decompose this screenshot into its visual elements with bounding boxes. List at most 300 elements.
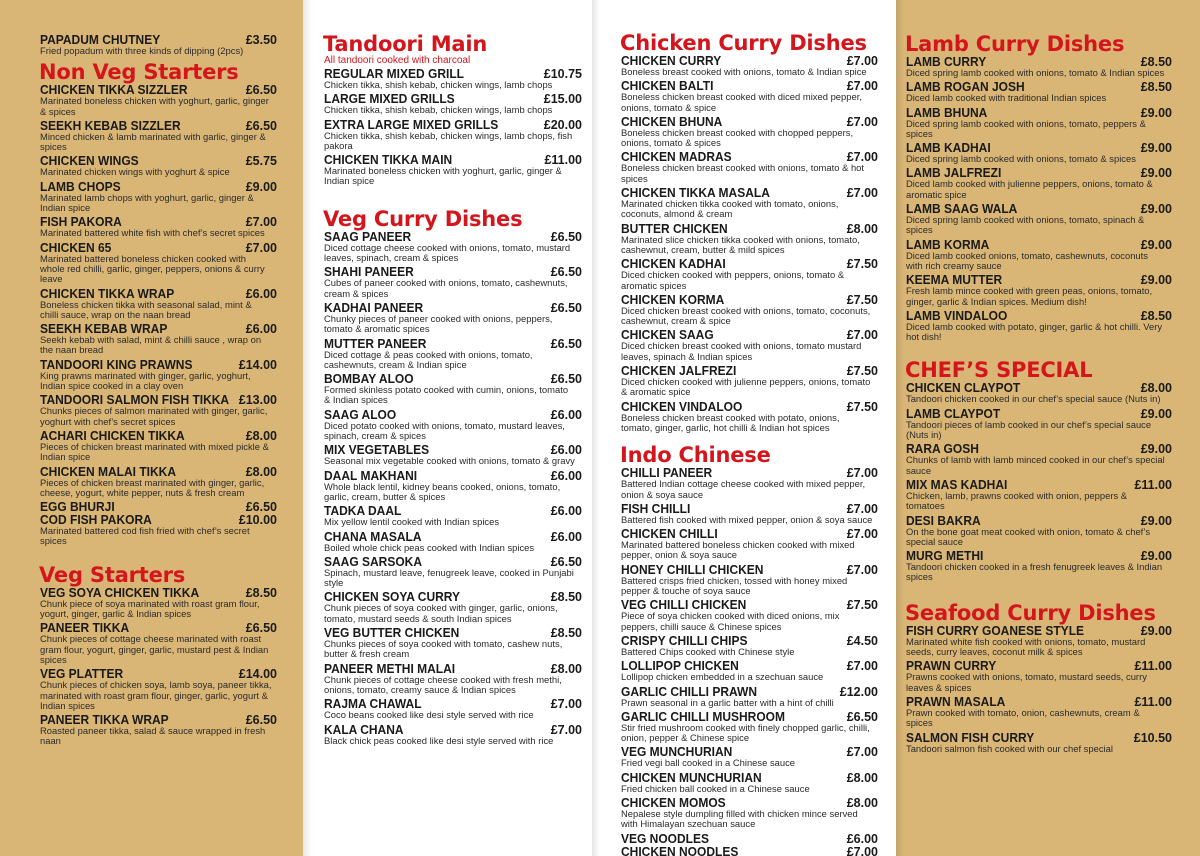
menu-item <box>324 93 582 116</box>
item-description: Tandoori chicken cooked in our chef’s special sauce (Nuts in) <box>906 394 1161 406</box>
item-name: SEEKH KEBAB WRAP <box>40 322 168 337</box>
item-price: £6.50 <box>550 265 582 280</box>
item-description: Chunks of lamb with lamb minced cooked in our chef’s special sauce <box>906 455 1165 477</box>
item-name: LAMB ROGAN JOSH <box>906 80 1025 95</box>
menu-item <box>621 564 878 598</box>
item-price: £7.00 <box>245 215 277 230</box>
item-description: Pieces of chicken breast marinated with ginger, garlic, cheese, yogurt, white pepper, nuts & fresh cream <box>40 477 265 499</box>
item-price: £7.00 <box>846 745 878 760</box>
item-name: FISH PAKORA <box>40 215 122 230</box>
menu-item-row <box>621 846 878 856</box>
item-name: LAMB KORMA <box>906 237 990 252</box>
item-price: £14.00 <box>238 357 277 372</box>
item-name: PRAWN MASALA <box>906 694 1006 709</box>
menu-item <box>906 408 1172 442</box>
item-price: £8.50 <box>550 590 582 605</box>
item-price: £14.00 <box>238 667 277 682</box>
item-name: SEEKH KEBAB SIZZLER <box>40 118 181 133</box>
item-price: £8.00 <box>245 464 277 479</box>
item-name: CHICKEN CLAYPOT <box>906 381 1021 396</box>
fold-shadow <box>896 0 904 856</box>
item-name: CHICKEN MADRAS <box>621 150 732 165</box>
item-name: LAMB KADHAI <box>906 141 991 156</box>
menu-section <box>324 33 582 188</box>
item-description: Tandoori pieces of lamb cooked in our chef’s special sauce (Nuts in) <box>906 419 1152 442</box>
item-name: CHICKEN TIKKA WRAP <box>40 286 175 301</box>
item-name: LAMB BHUNA <box>906 105 988 120</box>
item-price: £6.50 <box>550 554 582 569</box>
item-price: £11.00 <box>544 153 582 168</box>
item-description: Marinated battered boneless chicken cooked with mixed pepper, onion & soya sauce <box>621 540 855 562</box>
section-title: CHEF’S SPECIAL <box>905 358 1093 383</box>
item-price: £6.00 <box>245 286 277 301</box>
section-title: Non Veg Starters <box>39 60 239 85</box>
item-name: SAAG PANEER <box>324 229 412 244</box>
menu-item <box>324 266 582 300</box>
item-description: Chicken, lamb, prawns cooked with onion, peppers & tomatoes <box>906 490 1128 513</box>
item-price: £7.50 <box>846 257 878 272</box>
item-name: BUTTER CHICKEN <box>621 221 728 236</box>
item-description: Diced lamb cooked with traditional Indian spices <box>906 93 1107 105</box>
item-description: Chunk piece of soya marinated with roast gram flour, yogurt, ginger, garlic & Indian spices <box>40 598 260 621</box>
item-name: CHICKEN 65 <box>40 240 112 255</box>
item-price: £7.50 <box>846 598 878 613</box>
menu-item <box>324 627 582 661</box>
item-price: £6.50 <box>550 300 582 315</box>
item-name: HONEY CHILLI CHICKEN <box>621 562 764 577</box>
menu-item <box>906 382 1172 405</box>
item-price: £8.50 <box>550 626 582 641</box>
item-description: Diced lamb cooked with potato, ginger, garlic & hot chilli. Very hot dish! <box>906 321 1163 344</box>
item-description: Diced chicken breast cooked with onions, tomato, coconuts, cashewnut, cream & spice <box>621 305 871 328</box>
menu-item <box>324 556 582 590</box>
item-description: Boneless chicken breast cooked with diced mixed pepper, onions, tomato & spice <box>621 92 862 114</box>
item-price: £10.50 <box>1133 730 1172 745</box>
item-price: £9.00 <box>1140 406 1172 421</box>
item-name: SAAG SARSOKA <box>324 554 423 569</box>
item-name: LAMB SAAG WALA <box>906 202 1018 217</box>
menu-item <box>621 660 878 683</box>
item-name: KALA CHANA <box>324 722 404 737</box>
item-description: Marinated lamb chops with yoghurt, garlic, ginger & Indian spice <box>40 192 254 215</box>
item-price: £7.50 <box>846 292 878 307</box>
item-description: Fried vegi ball cooked in a Chinese sauce <box>621 758 796 770</box>
menu-item <box>324 338 582 372</box>
item-name: CHICKEN WINGS <box>40 154 139 169</box>
menu-item <box>324 663 582 697</box>
item-price: £8.00 <box>846 795 878 810</box>
menu-item <box>621 80 878 114</box>
item-name: TANDOORI SALMON FISH TIKKA <box>40 393 230 408</box>
item-description: Prawn cooked with tomato, onion, cashewnuts, cream & spices <box>906 707 1140 730</box>
item-description: Chunks pieces of salmon marinated with ginger, garlic, yoghurt with chef’s secret spices <box>40 406 268 428</box>
item-description: Pieces of chicken breast marinated with mixed pickle & Indian spice <box>40 441 269 464</box>
menu-item <box>906 625 1172 659</box>
menu-item <box>906 310 1172 344</box>
item-name: LAMB CLAYPOT <box>906 406 1001 421</box>
item-price: £3.50 <box>245 33 277 47</box>
item-description: Chunky pieces of paneer cooked with onions, peppers, tomato & aromatic spices <box>324 313 553 336</box>
item-name: CHICKEN CURRY <box>621 54 722 68</box>
item-price: £7.00 <box>846 562 878 577</box>
item-description: Stir fried mushroom cooked with finely chopped garlic, chilli, onion, pepper & Chinese spice <box>621 722 870 745</box>
item-description: Tandoori salmon fish cooked with our chef special <box>906 743 1113 755</box>
item-description: Seasonal mix vegetable cooked with onions, tomato & gravy <box>324 456 575 468</box>
menu-item <box>621 686 878 709</box>
item-name: REGULAR MIXED GRILL <box>324 67 465 81</box>
menu-item <box>40 466 277 500</box>
item-name: CHICKEN BALTI <box>621 79 714 94</box>
menu-item <box>324 531 582 554</box>
item-name: LAMB JALFREZI <box>906 166 1002 181</box>
item-description: Chunk pieces of cottage cheese cooked with fresh methi, onions, tomato, creamy sauce & Indian spices <box>324 674 562 696</box>
item-description: Tandoori chicken cooked in a fresh fenugreek leaves & Indian spices <box>906 562 1163 584</box>
item-price: £8.50 <box>1140 55 1172 69</box>
item-price: £9.00 <box>245 179 277 194</box>
item-description: Diced potato cooked with onions, tomato, mustard leaves, spinach, cream & spices <box>324 420 565 443</box>
item-name: CHICKEN MUNCHURIAN <box>621 770 762 785</box>
item-price: £9.00 <box>1140 105 1172 120</box>
item-description: Diced spring lamb cooked with onions, tomato & spices <box>906 154 1136 166</box>
item-price: £9.00 <box>1140 442 1172 457</box>
item-name: KADHAI PANEER <box>324 300 424 315</box>
item-name: CHILLI PANEER <box>621 466 713 481</box>
menu-item <box>40 587 277 621</box>
item-price: £8.50 <box>1140 80 1172 95</box>
item-name: GARLIC CHILLI MUSHROOM <box>621 709 785 724</box>
item-price: £11.00 <box>1134 659 1172 674</box>
menu-item <box>621 401 878 435</box>
item-description: Chunk pieces of cottage cheese marinated with roast gram flour, yogurt, ginger, garlic, mustard pest & Indian spices <box>40 634 269 666</box>
item-name: FISH CHILLI <box>621 501 691 516</box>
menu-item <box>40 155 277 178</box>
section-title: Tandoori Main <box>323 32 488 56</box>
item-price: £6.50 <box>550 229 582 244</box>
item-price: £10.00 <box>238 513 277 528</box>
item-price: £20.00 <box>543 117 582 132</box>
menu-item <box>621 223 878 257</box>
item-price: £8.00 <box>846 221 878 236</box>
section-title: Veg Curry Dishes <box>323 206 523 231</box>
item-price: £7.00 <box>846 150 878 165</box>
item-price: £7.00 <box>846 659 878 674</box>
menu-item <box>40 514 277 548</box>
item-price: £7.00 <box>846 501 878 516</box>
menu-item <box>906 56 1172 79</box>
item-description: Prawns cooked with onions, tomato, mustard seeds, curry leaves & spices <box>906 672 1147 694</box>
menu-item <box>906 515 1172 549</box>
item-name: DESI BAKRA <box>906 513 981 528</box>
menu-item <box>906 167 1172 201</box>
menu-item <box>906 732 1172 755</box>
menu-item <box>621 772 878 795</box>
menu-item <box>906 142 1172 165</box>
item-price: £6.00 <box>550 407 582 422</box>
item-description: Marinated battered cod fish fried with chef’s secret spices <box>40 526 250 548</box>
item-description: Roasted paneer tikka, salad & sauce wrapped in fresh naan <box>40 726 266 748</box>
item-name: ACHARI CHICKEN TIKKA <box>40 428 185 443</box>
menu-item <box>40 288 277 322</box>
item-description: Black chick peas cooked like desi style served with rice <box>324 735 554 747</box>
menu-section <box>906 359 1172 583</box>
item-name: SHAHI PANEER <box>324 265 414 280</box>
item-description: Piece of soya chicken cooked with diced onions, mix peppers, chilli sauce & Chinese spices <box>621 611 840 633</box>
item-price: £7.00 <box>846 466 878 481</box>
item-name: CHANA MASALA <box>324 529 422 544</box>
menu-item <box>324 68 582 91</box>
menu-item <box>324 444 582 467</box>
item-name: CHICKEN TIKKA MASALA <box>621 186 770 201</box>
item-description: Boneless chicken tikka with seasonal salad, mint & chilli sauce, wrap on the naan bread <box>40 299 252 321</box>
item-price: £7.00 <box>846 844 878 856</box>
item-price: £11.00 <box>1134 477 1172 492</box>
item-description: Chicken tikka, shish kebab, chicken wings, lamb chops <box>324 80 553 91</box>
item-description: Chunk pieces of chicken soya, lamb soya, paneer tikka, marinated with roast gram flour, ginger, garlic, yogurt & Indian spices <box>40 680 272 712</box>
menu-item <box>324 698 582 721</box>
menu-item <box>324 470 582 504</box>
section-title: Lamb Curry Dishes <box>905 32 1125 56</box>
item-name: LAMB VINDALOO <box>906 308 1008 323</box>
item-price: £7.00 <box>846 186 878 201</box>
item-name: PANEER TIKKA <box>40 621 130 636</box>
menu-item <box>40 216 277 239</box>
item-description: Chicken tikka, shish kebab, chicken wings, lamb chops, fish pakora <box>324 130 573 152</box>
item-name: MUTTER PANEER <box>324 336 427 351</box>
item-description: On the bone goat meat cooked with onion, tomato & chef’s special sauce <box>906 526 1151 548</box>
menu-item <box>906 107 1172 141</box>
item-price: £8.00 <box>846 770 878 785</box>
item-description: Fried chicken ball cooked in a Chinese sauce <box>621 783 810 795</box>
menu-item <box>40 394 277 428</box>
item-price: £9.00 <box>1140 549 1172 564</box>
item-description: Chunk pieces of soya cooked with ginger, garlic, onions, tomato, mustard seeds & south Indian spices <box>324 603 558 625</box>
item-name: GARLIC CHILLI PRAWN <box>621 684 758 699</box>
item-description: Chunks pieces of soya cooked with tomato, cashew nuts, butter & fresh cream <box>324 639 563 661</box>
item-name: LARGE MIXED GRILLS <box>324 92 455 107</box>
item-name: CHICKEN TIKKA SIZZLER <box>40 83 188 98</box>
item-name: SAAG ALOO <box>324 407 397 422</box>
item-description: Diced chicken cooked with julienne peppers, onions, tomato & aromatic spice <box>621 377 871 399</box>
item-description: Lollipop chicken embedded in a szechuan sauce <box>621 672 824 684</box>
menu-item <box>621 746 878 769</box>
menu-item <box>621 467 878 501</box>
item-description: Boiled whole chick peas cooked with Indian spices <box>324 542 535 554</box>
item-description: Whole black lentil, kidney beans cooked, onions, tomato, garlic, cream, butter & spices <box>324 481 561 503</box>
item-name: CHICKEN BHUNA <box>621 114 723 129</box>
menu-column-1 <box>0 0 303 856</box>
menu-item <box>906 696 1172 730</box>
item-description: Diced spring lamb cooked with onions, tomato, peppers & spices <box>906 118 1146 140</box>
item-price: £10.75 <box>543 67 582 81</box>
menu-item <box>40 34 277 57</box>
item-description: Marinated chicken wings with yoghurt & spice <box>40 167 230 179</box>
item-price: £7.00 <box>846 54 878 68</box>
item-description: Diced lamb cooked with julienne peppers, onions, tomato & aromatic spice <box>906 179 1153 201</box>
menu-item <box>324 154 582 188</box>
item-price: £7.00 <box>846 527 878 542</box>
menu-item <box>621 503 878 526</box>
item-price: £6.50 <box>550 336 582 351</box>
item-name: BOMBAY ALOO <box>324 372 414 387</box>
item-name: CHICKEN KORMA <box>621 292 725 307</box>
section-title: Chicken Curry Dishes <box>620 31 867 55</box>
item-price: £6.50 <box>245 713 277 728</box>
menu-item <box>621 528 878 562</box>
item-price: £8.50 <box>1140 308 1172 323</box>
section-subtitle: All tandoori cooked with charcoal <box>324 55 471 66</box>
menu-item <box>621 151 878 185</box>
item-price: £9.00 <box>1140 166 1172 181</box>
item-name: CHICKEN JALFREZI <box>621 364 737 379</box>
section-title: Seafood Curry Dishes <box>905 600 1156 625</box>
item-price: £6.00 <box>550 443 582 458</box>
menu-item <box>906 479 1172 513</box>
menu-item <box>324 724 582 747</box>
item-price: £6.50 <box>245 621 277 636</box>
item-description: Mix yellow lentil cooked with Indian spices <box>324 517 500 529</box>
item-description: Boneless chicken breast cooked with chopped peppers, onions, tomato & spices <box>621 127 854 150</box>
item-description: Marinated chicken tikka cooked with tomato, onions, coconuts, almond & cream <box>621 199 839 221</box>
item-description: Marinated battered white fish with chef’s secret spices <box>40 228 265 240</box>
item-price: £7.00 <box>846 79 878 94</box>
item-name: CRISPY CHILLI CHIPS <box>621 633 748 648</box>
item-description: Cubes of paneer cooked with onions, tomato, cashewnuts, cream & spices <box>324 278 568 300</box>
menu-item <box>621 329 878 363</box>
menu-item <box>906 550 1172 584</box>
item-name: LOLLIPOP CHICKEN <box>621 659 739 674</box>
item-price: £6.00 <box>550 468 582 483</box>
item-price: £7.00 <box>846 328 878 343</box>
menu-item <box>906 81 1172 104</box>
item-price: £15.00 <box>543 92 582 107</box>
item-name: CHICKEN CHILLI <box>621 527 718 542</box>
item-name: PANEER METHI MALAI <box>324 661 456 676</box>
item-name: SALMON FISH CURRY <box>906 730 1035 745</box>
menu-section <box>40 564 277 748</box>
item-name: VEG BUTTER CHICKEN <box>324 626 460 641</box>
item-description: Seekh kebab with salad, mint & chilli sauce , wrap on the naan bread <box>40 335 262 357</box>
item-price: £6.50 <box>245 118 277 133</box>
menu-column-4 <box>896 0 1200 856</box>
menu-item <box>324 505 582 528</box>
item-description: Spinach, mustard leave, fenugreek leave, cooked in Punjabi style <box>324 567 574 590</box>
menu-item <box>621 258 878 292</box>
item-description: Chicken tikka, shish kebab, chicken wings, lamb chops <box>324 105 553 117</box>
section-title: Veg Starters <box>39 562 186 587</box>
item-description: Battered Indian cottage cheese cooked with mixed pepper, onion & soya sauce <box>621 479 866 501</box>
menu-item <box>906 443 1172 477</box>
item-description: Boneless chicken breast cooked with potato, onions, tomato, ginger, garlic, hot chilli & Indian hot spices <box>621 412 840 434</box>
item-name: MURG METHI <box>906 549 984 564</box>
item-price: £6.00 <box>550 504 582 519</box>
item-name: CHICKEN NOODLES <box>621 844 739 856</box>
item-name: VEG NOODLES <box>621 831 710 846</box>
menu-item <box>40 181 277 215</box>
item-description: Coco beans cooked like desi style served with rice <box>324 710 534 722</box>
menu-item <box>621 599 878 633</box>
item-description: Marinated boneless chicken with yoghurt, garlic, ginger & spices <box>40 96 269 118</box>
menu-column-3 <box>592 0 896 856</box>
item-price: £8.00 <box>1140 381 1172 396</box>
item-name: CHICKEN SAAG <box>621 328 714 343</box>
item-name: PRAWN CURRY <box>906 659 997 674</box>
item-price: £9.00 <box>1140 513 1172 528</box>
item-description: Fried popadum with three kinds of dipping (2pcs) <box>40 46 244 57</box>
item-description: Diced chicken cooked with peppers, onions, tomato & aromatic spices <box>621 270 845 292</box>
menu-section <box>621 444 878 856</box>
item-description: Boneless chicken breast cooked with onions, tomato & hot spices <box>621 163 865 185</box>
item-name: LAMB CURRY <box>906 55 987 69</box>
item-name: CHICKEN VINDALOO <box>621 399 743 414</box>
menu-item <box>324 302 582 336</box>
menu-section <box>906 602 1172 755</box>
item-description: Formed skinless potato cooked with cumin, onions, tomato & Indian spices <box>324 385 569 407</box>
item-price: £13.00 <box>238 393 277 408</box>
item-price: £8.00 <box>550 661 582 676</box>
menu-item <box>621 797 878 831</box>
menu-section <box>40 61 277 547</box>
item-description: Diced cottage & peas cooked with onions, tomato, cashewnuts, cream & Indian spice <box>324 349 533 371</box>
item-price: £7.00 <box>550 697 582 712</box>
menu-item <box>621 55 878 78</box>
item-description: Diced spring lamb cooked with onions, tomato, spinach & spices <box>906 215 1145 237</box>
item-name: RAJMA CHAWAL <box>324 697 422 712</box>
item-name: CHICKEN TIKKA MAIN <box>324 153 453 168</box>
item-name: PAPADUM CHUTNEY <box>40 33 161 47</box>
item-name: CHICKEN MALAI TIKKA <box>40 464 177 479</box>
item-description: Marinated white fish cooked with onions, tomato, mustard seeds, curry leaves, coconut milk & spices <box>906 636 1146 659</box>
item-description: Marinated boneless chicken with yoghurt, garlic, ginger & Indian spice <box>324 166 562 188</box>
item-price: £6.50 <box>245 83 277 98</box>
fold-shadow <box>303 0 311 856</box>
menu-section <box>906 33 1172 343</box>
item-name: LAMB CHOPS <box>40 179 121 194</box>
item-price: £7.00 <box>550 722 582 737</box>
item-name: VEG MUNCHURIAN <box>621 745 733 760</box>
item-name: CHICKEN KADHAI <box>621 257 726 272</box>
item-price: £6.00 <box>550 529 582 544</box>
menu-item <box>621 846 878 856</box>
item-name: PANEER TIKKA WRAP <box>40 713 169 728</box>
item-price: £8.50 <box>245 585 277 600</box>
item-description: Nepalese style dumpling filled with chicken mince served with Himalayan szechuan sauce <box>621 808 858 831</box>
item-price: £7.50 <box>846 364 878 379</box>
menu-item <box>40 668 277 712</box>
item-name: TADKA DAAL <box>324 504 402 519</box>
menu-item <box>324 373 582 407</box>
item-description: Battered fish cooked with mixed pepper, onion & soya sauce <box>621 514 873 526</box>
item-description: Diced spring lamb cooked with onions, tomato & Indian spices <box>906 68 1165 79</box>
item-name: VEG CHILLI CHICKEN <box>621 598 747 613</box>
menu-item <box>621 711 878 745</box>
menu-item <box>40 359 277 393</box>
item-name: COD FISH PAKORA <box>40 513 152 528</box>
item-price: £9.00 <box>1140 202 1172 217</box>
item-name: MIX MAS KADHAI <box>906 477 1008 492</box>
section-title: Indo Chinese <box>620 443 771 468</box>
item-price: £7.00 <box>846 114 878 129</box>
menu-section <box>621 32 878 434</box>
item-name: TANDOORI KING PRAWNS <box>40 357 193 372</box>
item-name: KEEMA MUTTER <box>906 273 1003 288</box>
menu-section <box>40 34 277 57</box>
item-name: VEG PLATTER <box>40 667 124 682</box>
item-description: Prawn seasonal in a garlic batter with a hint of chilli <box>621 697 834 709</box>
item-price: £6.50 <box>245 500 277 515</box>
menu-item <box>906 239 1172 273</box>
menu-section <box>324 208 582 747</box>
item-price: £7.00 <box>245 240 277 255</box>
